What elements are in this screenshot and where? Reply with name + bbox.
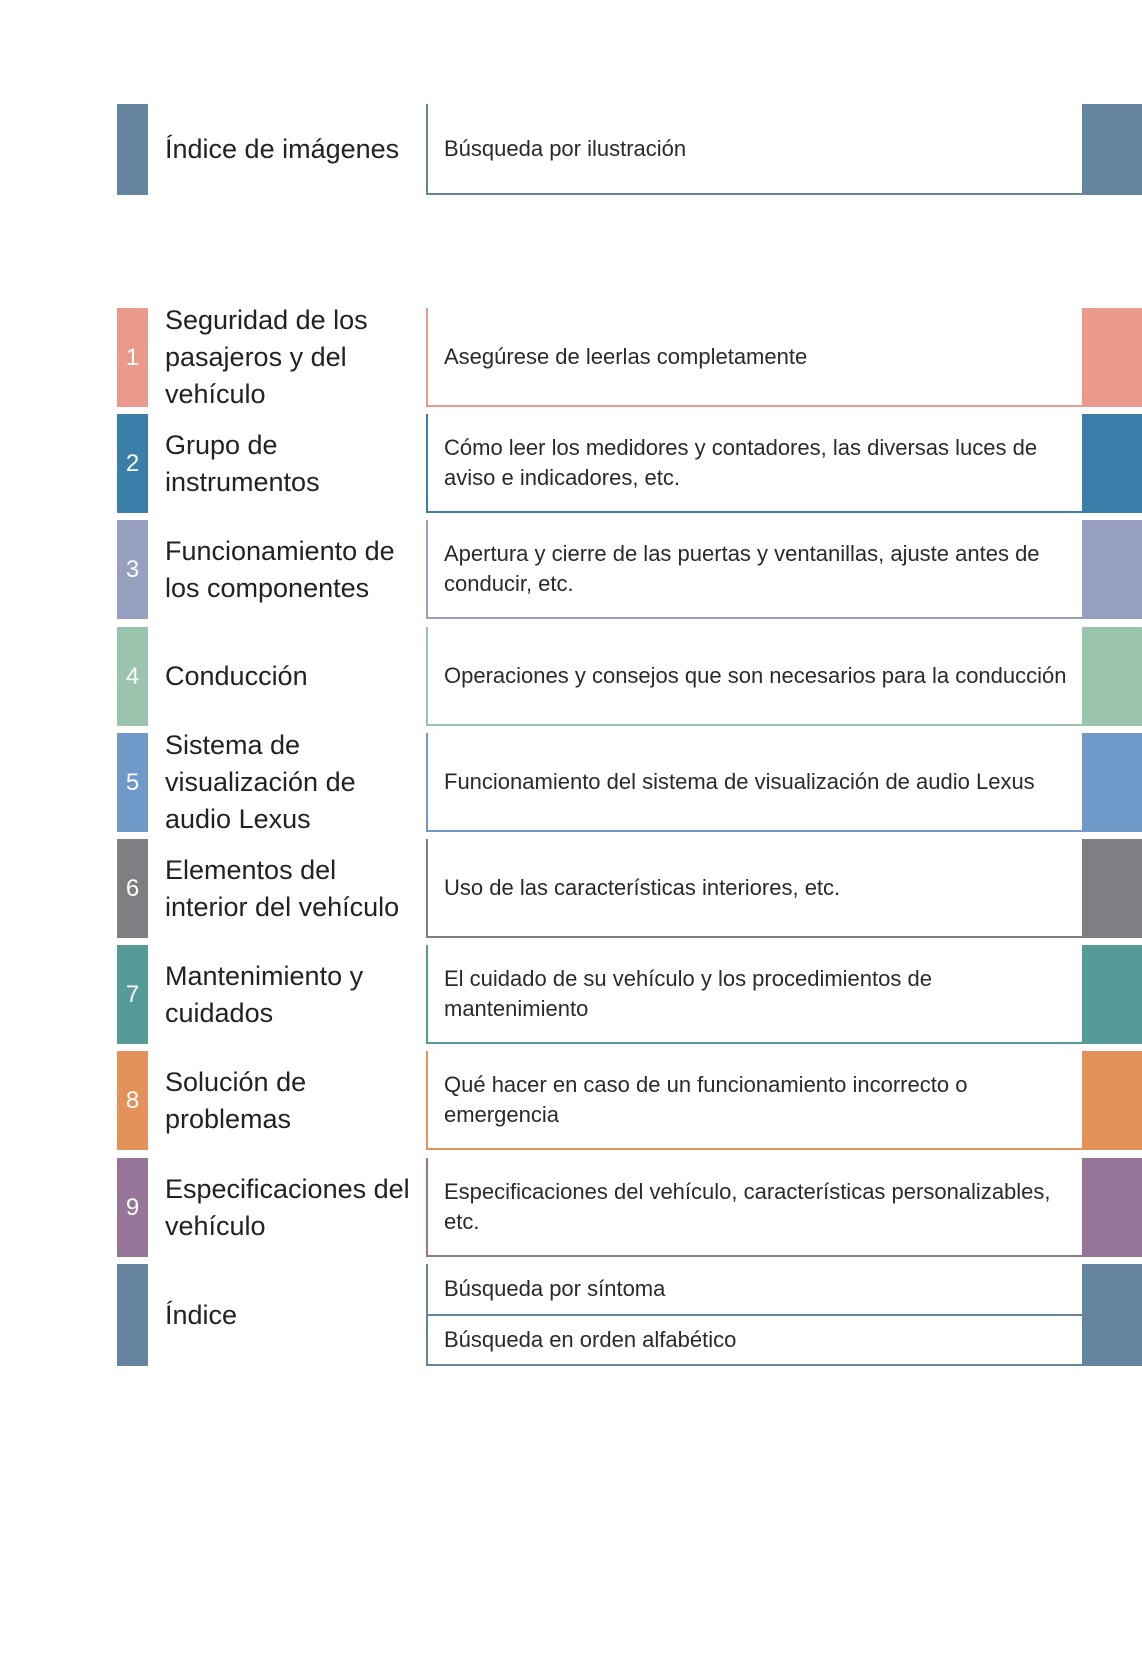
chapter-title: Sistema de visualización de audio Lexus [165, 730, 356, 834]
chapter-edge-tab [1082, 414, 1142, 511]
pictorial-index-row[interactable] [117, 104, 1142, 195]
chapter-row-8[interactable] [117, 1051, 1142, 1150]
chapter-row-3[interactable] [117, 520, 1142, 619]
chapter-number-tab: 5 [117, 733, 148, 832]
chapter-description-text: Funcionamiento del sistema de visualización de audio Lexus [444, 768, 1035, 794]
chapter-description-text: Especificaciones del vehículo, características personalizables, etc. [444, 1178, 1051, 1234]
chapter-row-4[interactable] [117, 627, 1142, 726]
index-tab [117, 1264, 148, 1366]
index-link-alphabetical-label: Búsqueda en orden alfabético [444, 1327, 737, 1352]
chapter-description[interactable] [426, 308, 1142, 407]
chapter-edge-tab [1082, 945, 1142, 1042]
chapter-row-5[interactable] [117, 730, 1142, 834]
index-link-symptom-edge-tab [1082, 1264, 1142, 1314]
chapter-number-tab: 4 [117, 627, 148, 726]
pictorial-index-tab [117, 104, 148, 195]
chapter-description[interactable] [426, 520, 1142, 619]
index-link-alphabetical[interactable] [426, 1316, 1142, 1366]
chapter-title: Seguridad de los pasajeros y del vehículo [165, 305, 368, 409]
chapter-row-2[interactable] [117, 414, 1142, 513]
chapter-description[interactable] [426, 733, 1142, 832]
chapter-row-9[interactable] [117, 1158, 1142, 1257]
index-row [117, 1264, 1142, 1366]
chapter-description-text: Operaciones y consejos que son necesarios para la conducción [444, 662, 1067, 688]
chapter-number-tab: 6 [117, 839, 148, 938]
chapter-row-1[interactable] [117, 305, 1142, 409]
chapter-title: Mantenimiento y cuidados [165, 960, 364, 1028]
chapter-edge-tab [1082, 308, 1142, 405]
chapter-row-7[interactable] [117, 945, 1142, 1044]
chapter-description[interactable] [426, 414, 1142, 513]
chapter-edge-tab [1082, 733, 1142, 830]
index-link-alphabetical-edge-tab [1082, 1316, 1142, 1364]
chapter-edge-tab [1082, 1158, 1142, 1255]
index-link-symptom-label: Búsqueda por síntoma [444, 1276, 666, 1301]
chapter-description[interactable] [426, 839, 1142, 938]
chapter-title: Grupo de instrumentos [165, 429, 320, 497]
chapter-description-text: El cuidado de su vehículo y los procedimientos de mantenimiento [444, 965, 932, 1021]
chapter-description[interactable] [426, 627, 1142, 726]
chapter-description-text: Qué hacer en caso de un funcionamiento incorrecto o emergencia [444, 1071, 968, 1127]
pictorial-index-description[interactable] [426, 104, 1142, 195]
chapter-description[interactable] [426, 1158, 1142, 1257]
chapter-description-text: Apertura y cierre de las puertas y ventanillas, ajuste antes de conducir, etc. [444, 540, 1040, 596]
chapter-edge-tab [1082, 520, 1142, 617]
chapter-title: Especificaciones del vehículo [165, 1173, 410, 1241]
chapter-row-6[interactable] [117, 839, 1142, 938]
index-links [426, 1264, 1142, 1366]
chapter-edge-tab [1082, 627, 1142, 724]
index-title: Índice [165, 1299, 238, 1330]
chapter-number-tab: 2 [117, 414, 148, 513]
chapter-description-text: Cómo leer los medidores y contadores, las diversas luces de aviso e indicadores, etc. [444, 434, 1038, 490]
chapter-description-text: Asegúrese de leerlas completamente [444, 343, 808, 369]
chapter-number-tab: 1 [117, 308, 148, 407]
chapter-edge-tab [1082, 1051, 1142, 1148]
chapter-description[interactable] [426, 945, 1142, 1044]
chapter-title: Elementos del interior del vehículo [165, 854, 400, 922]
pictorial-index-edge-tab [1082, 104, 1142, 193]
index-link-symptom[interactable] [426, 1264, 1142, 1316]
chapter-edge-tab [1082, 839, 1142, 936]
pictorial-index-description-text: Búsqueda por ilustración [444, 135, 687, 161]
chapter-number-tab: 3 [117, 520, 148, 619]
chapter-number-tab: 8 [117, 1051, 148, 1150]
chapter-number-tab: 9 [117, 1158, 148, 1257]
chapter-number-tab: 7 [117, 945, 148, 1044]
pictorial-index-title: Índice de imágenes [165, 134, 400, 164]
chapter-title: Solución de problemas [165, 1066, 307, 1134]
chapter-title: Funcionamiento de los componentes [165, 535, 395, 603]
chapter-description-text: Uso de las características interiores, etc. [444, 874, 841, 900]
chapter-title: Conducción [165, 661, 308, 691]
chapter-description[interactable] [426, 1051, 1142, 1150]
